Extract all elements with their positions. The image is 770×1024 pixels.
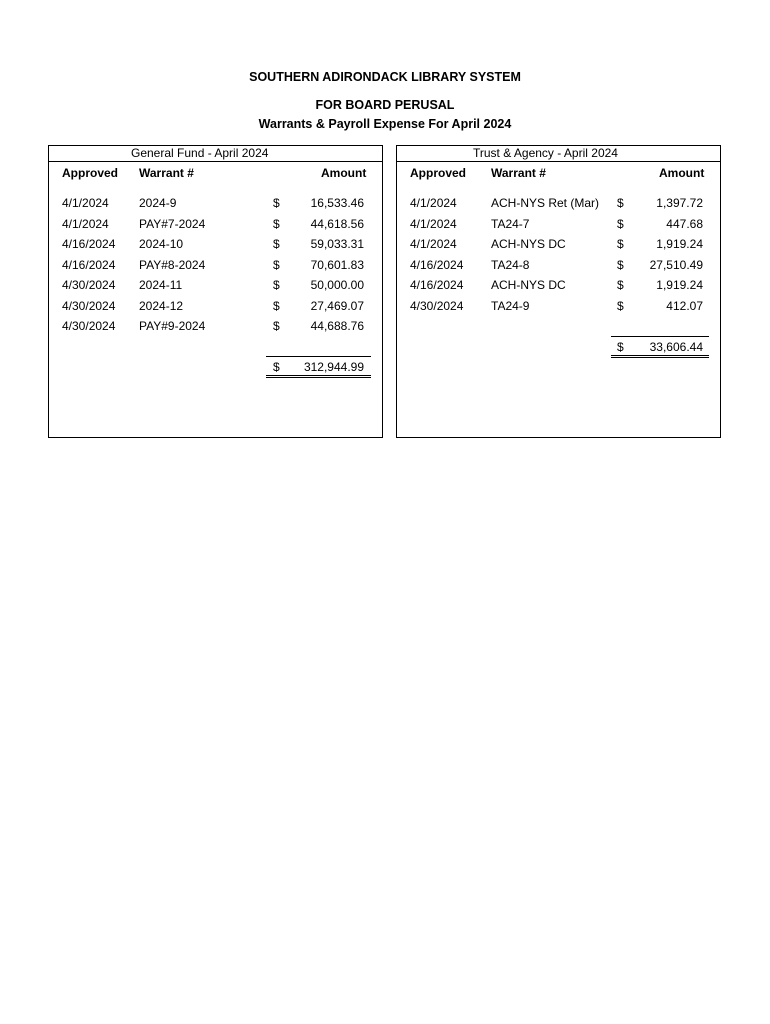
row-approved: 4/1/2024 [410, 237, 457, 251]
gf-total-amount: 312,944.99 [303, 360, 364, 374]
org-title: SOUTHERN ADIRONDACK LIBRARY SYSTEM [249, 70, 521, 84]
table-row [397, 278, 720, 298]
row-warrant: PAY#8-2024 [139, 257, 206, 272]
row-currency: $ [617, 257, 624, 272]
row-currency: $ [617, 278, 624, 292]
row-warrant: TA24-9 [491, 298, 530, 313]
row-warrant: ACH-NYS DC [491, 237, 566, 251]
trust-agency-header [397, 146, 720, 162]
row-warrant: TA24-8 [491, 257, 530, 272]
row-amount: 27,469.07 [310, 298, 364, 313]
ta-total-currency: $ [617, 340, 624, 354]
row-amount: 1,919.24 [656, 237, 703, 251]
row-amount: 44,688.76 [310, 319, 364, 333]
general-fund-header [49, 146, 382, 162]
row-warrant: 2024-11 [139, 278, 183, 292]
row-warrant: PAY#7-2024 [139, 216, 206, 231]
general-fund-title: General Fund - April 2024 [131, 146, 269, 160]
table-row [49, 299, 382, 319]
row-warrant: 2024-9 [139, 196, 177, 210]
row-currency: $ [617, 196, 624, 210]
general-fund-panel [48, 145, 383, 438]
gf-total-currency: $ [273, 360, 280, 374]
ta-total-amount: 33,606.44 [649, 340, 703, 354]
row-amount: 412.07 [666, 298, 703, 313]
report-subtitle: FOR BOARD PERUSAL [315, 98, 455, 112]
row-approved: 4/30/2024 [62, 298, 116, 313]
row-amount: 1,397.72 [656, 196, 703, 210]
gf-total-rule [266, 356, 371, 357]
row-currency: $ [273, 298, 280, 313]
row-currency: $ [617, 237, 624, 251]
row-approved: 4/30/2024 [62, 319, 116, 333]
row-amount: 70,601.83 [310, 257, 364, 272]
table-row [397, 299, 720, 319]
ta-total-double-rule-2 [611, 357, 709, 358]
row-warrant: ACH-NYS DC [491, 278, 566, 292]
row-warrant: 2024-12 [139, 298, 184, 313]
row-approved: 4/16/2024 [62, 257, 116, 272]
row-currency: $ [273, 319, 280, 333]
table-row [49, 196, 382, 216]
ta-col-amount: Amount [659, 166, 705, 180]
row-currency: $ [617, 216, 624, 231]
ta-total-rule [611, 336, 709, 337]
row-amount: 44,618.56 [310, 216, 364, 231]
table-row [397, 217, 720, 237]
gf-col-warrant: Warrant # [139, 166, 194, 180]
row-amount: 27,510.49 [649, 257, 703, 272]
row-currency: $ [273, 237, 280, 251]
table-row [49, 217, 382, 237]
row-approved: 4/16/2024 [410, 257, 464, 272]
row-amount: 1,919.24 [656, 278, 703, 292]
row-currency: $ [273, 257, 280, 272]
ta-col-warrant: Warrant # [491, 166, 546, 180]
row-approved: 4/16/2024 [410, 278, 464, 292]
table-row [397, 237, 720, 257]
row-approved: 4/1/2024 [62, 196, 109, 210]
row-approved: 4/1/2024 [62, 216, 109, 231]
table-row [49, 237, 382, 257]
row-currency: $ [273, 216, 280, 231]
gf-col-approved: Approved [62, 166, 119, 180]
row-warrant: TA24-7 [491, 216, 530, 231]
row-warrant: PAY#9-2024 [139, 319, 206, 333]
row-currency: $ [273, 196, 280, 210]
row-approved: 4/16/2024 [62, 237, 116, 251]
table-row [397, 258, 720, 278]
row-amount: 59,033.31 [310, 237, 364, 251]
row-amount: 16,533.46 [310, 196, 364, 210]
row-currency: $ [273, 278, 280, 292]
table-row [49, 278, 382, 298]
trust-agency-panel [396, 145, 721, 438]
ta-total-double-rule-1 [611, 355, 709, 356]
table-row [49, 258, 382, 278]
gf-total-double-rule-1 [266, 375, 371, 376]
row-amount: 447.68 [666, 216, 703, 231]
table-row [49, 319, 382, 339]
table-row [397, 196, 720, 216]
row-warrant: 2024-10 [139, 237, 184, 251]
row-currency: $ [617, 298, 624, 313]
row-approved: 4/30/2024 [62, 278, 116, 292]
gf-total-double-rule-2 [266, 377, 371, 378]
row-approved: 4/30/2024 [410, 298, 464, 313]
gf-col-amount: Amount [321, 166, 367, 180]
row-amount: 50,000.00 [310, 278, 364, 292]
report-title: Warrants & Payroll Expense For April 2024 [258, 117, 512, 131]
trust-agency-title: Trust & Agency - April 2024 [473, 146, 618, 160]
row-warrant: ACH-NYS Ret (Mar) [491, 196, 600, 210]
row-approved: 4/1/2024 [410, 216, 457, 231]
ta-col-approved: Approved [410, 166, 467, 180]
row-approved: 4/1/2024 [410, 196, 457, 210]
